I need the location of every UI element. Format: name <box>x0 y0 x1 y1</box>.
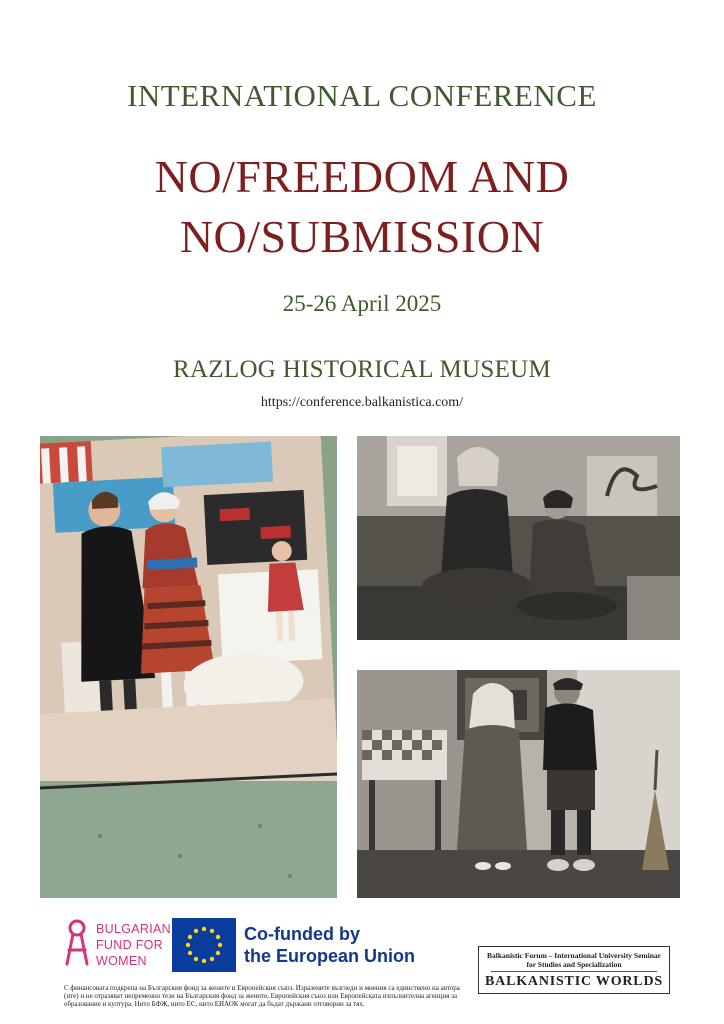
photo-tr-drawing <box>357 436 680 640</box>
balkanistic-forum-line-1: Balkanistic Forum – International University Seminar <box>487 951 661 960</box>
eu-cofunded-line-1: Co-funded by <box>244 924 360 944</box>
conference-url[interactable]: https://conference.balkanistica.com/ <box>260 395 464 410</box>
title-line-1: NO/FREEDOM AND <box>154 151 570 202</box>
ribbon-icon <box>64 918 90 968</box>
photo-women-knitting <box>357 436 680 640</box>
photo-women-in-folk-costumes <box>40 436 337 898</box>
eu-stars <box>172 918 236 972</box>
balkanistic-forum-line-2: for Studies and Specialization <box>526 960 622 969</box>
bfw-line-1: BULGARIAN <box>96 922 171 936</box>
balkanistic-worlds-name: BALKANISTIC WORLDS <box>485 974 663 989</box>
photo-elderly-couple-seated <box>357 670 680 898</box>
photo-left-drawing <box>40 436 337 898</box>
eu-flag-icon <box>172 918 236 972</box>
balkanistic-worlds-logo <box>478 946 670 994</box>
photo-br-drawing <box>357 670 680 898</box>
funding-disclaimer: С финансовата подкрепа на Българския фонд за жените и Европейския съюз. Изразените възгледи и мнения са единствено на автора (ите) и не отразяват непременно тези на Българския фонд за жените, Европейския съюз или Европейската изпълнителна агенция за образование и култура. Нито БФЖ, нито ЕС, нито ЕИАОК могат да бъдат държани отговорни за тях. <box>64 984 460 1008</box>
eu-cofunded-line-2: the European Union <box>244 946 415 966</box>
conference-dates: 25-26 April 2025 <box>282 291 442 316</box>
divider <box>491 971 657 972</box>
bfw-line-3: WOMEN <box>96 954 147 968</box>
title-line-2: NO/SUBMISSION <box>179 211 545 262</box>
bulgarian-fund-for-women-logo <box>64 918 174 970</box>
venue-name: RAZLOG HISTORICAL MUSEUM <box>172 356 552 383</box>
bfw-line-2: FUND FOR <box>96 938 163 952</box>
conference-label: INTERNATIONAL CONFERENCE <box>127 78 597 113</box>
